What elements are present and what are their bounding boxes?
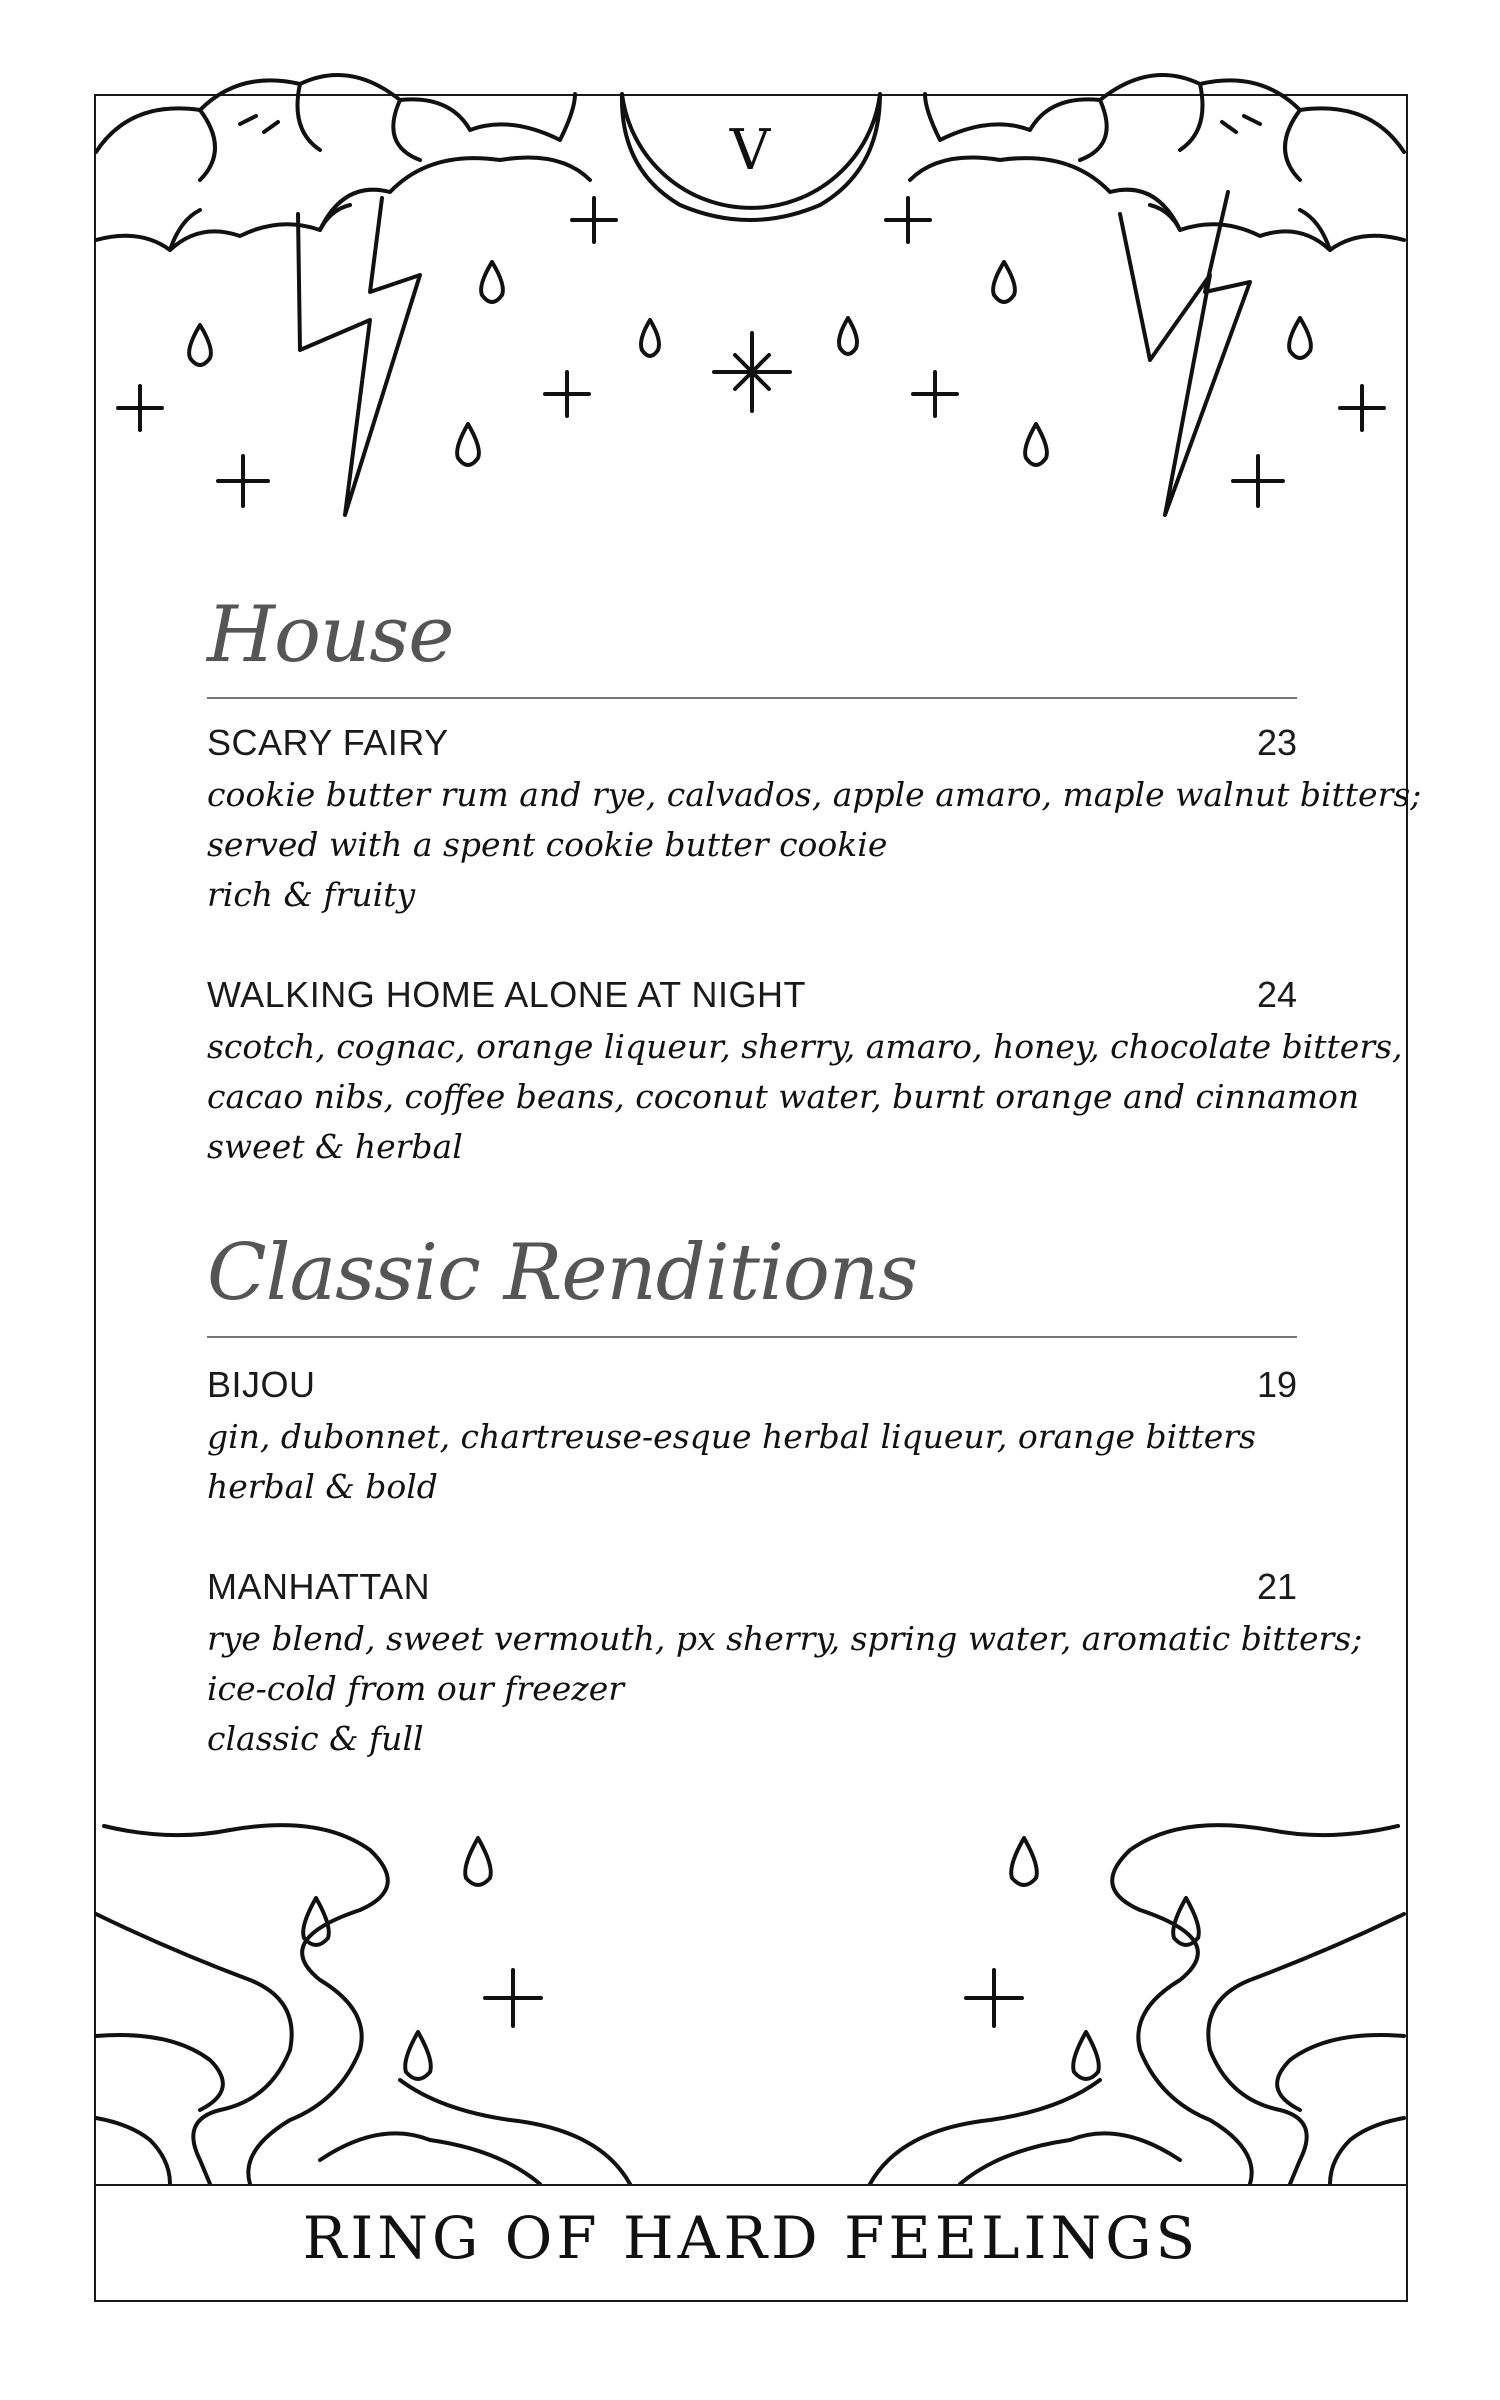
section-title-house: House bbox=[207, 590, 454, 680]
description-line: rye blend, sweet vermouth, px sherry, spring water, aromatic bitters; bbox=[207, 1619, 1363, 1658]
menu-item bbox=[207, 974, 1403, 1172]
description-line: scotch, cognac, orange liqueur, sherry, amaro, honey, chocolate bitters, bbox=[207, 1027, 1403, 1066]
card-numeral: V bbox=[729, 118, 771, 183]
flavor-profile: sweet & herbal bbox=[207, 1127, 463, 1166]
item-description bbox=[207, 1022, 1403, 1172]
item-name: WALKING HOME ALONE AT NIGHT bbox=[207, 974, 806, 1015]
item-description bbox=[207, 1614, 1363, 1764]
item-description bbox=[207, 1412, 1297, 1512]
description-line: served with a spent cookie butter cookie bbox=[207, 825, 888, 864]
menu-item bbox=[207, 722, 1422, 920]
description-line: gin, dubonnet, chartreuse-esque herbal liqueur, orange bitters bbox=[207, 1417, 1256, 1456]
flavor-profile: rich & fruity bbox=[207, 875, 416, 914]
item-name: BIJOU bbox=[207, 1364, 316, 1405]
lightning-bolt-icon bbox=[298, 198, 420, 515]
menu-item bbox=[207, 1364, 1297, 1512]
cloud-icon bbox=[910, 75, 1404, 250]
cloud-icon bbox=[96, 75, 590, 250]
star-icon bbox=[714, 333, 790, 411]
item-name: MANHATTAN bbox=[207, 1566, 431, 1607]
flavor-profile: herbal & bold bbox=[207, 1467, 438, 1506]
item-price: 23 bbox=[1256, 722, 1297, 763]
lightning-bolt-icon bbox=[1120, 192, 1250, 515]
section-divider bbox=[207, 1336, 1297, 1338]
footer-divider bbox=[94, 2184, 1408, 2186]
section-title-classic-renditions: Classic Renditions bbox=[207, 1228, 918, 1318]
item-price: 19 bbox=[1256, 1364, 1297, 1405]
section-divider bbox=[207, 697, 1297, 699]
description-line: cacao nibs, coffee beans, coconut water, burnt orange and cinnamon bbox=[207, 1077, 1360, 1116]
wave-stream-icon bbox=[96, 1825, 1404, 2184]
raindrop-icon bbox=[303, 1838, 1199, 2079]
footer-title: RING OF HARD FEELINGS bbox=[302, 2204, 1200, 2272]
flavor-profile: classic & full bbox=[207, 1719, 424, 1758]
menu-item bbox=[207, 1566, 1363, 1764]
item-description bbox=[207, 770, 1422, 920]
item-price: 24 bbox=[1256, 974, 1297, 1015]
item-price: 21 bbox=[1256, 1566, 1297, 1607]
sparkle-icon bbox=[485, 1970, 1022, 2026]
description-line: ice-cold from our freezer bbox=[207, 1669, 624, 1708]
description-line: cookie butter rum and rye, calvados, apple amaro, maple walnut bitters; bbox=[207, 775, 1422, 814]
item-name: SCARY FAIRY bbox=[207, 722, 449, 763]
